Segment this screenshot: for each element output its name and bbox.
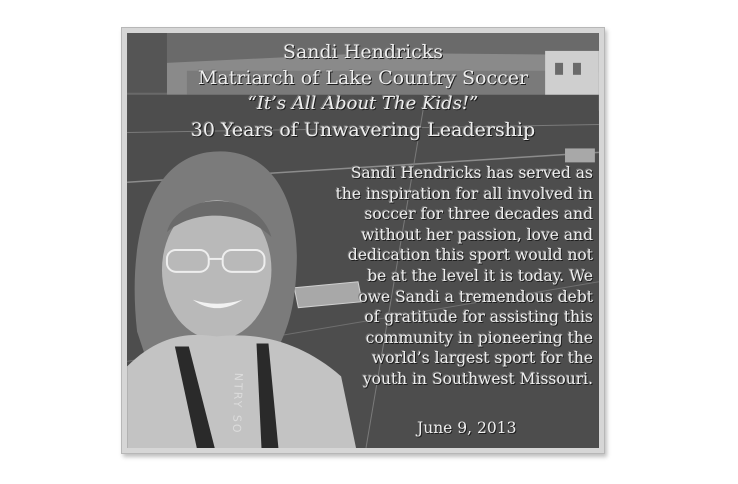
dedication-text xyxy=(331,163,593,390)
honoree-name: Sandi Hendricks xyxy=(282,41,444,63)
service-years: 30 Years of Unwavering Leadership xyxy=(190,119,536,141)
dedication-line: the inspiration for all involved in xyxy=(335,184,593,203)
dedication-line: dedication this sport would not xyxy=(347,246,593,265)
dedication-line: youth in Southwest Missouri. xyxy=(362,369,593,388)
dedication-date: June 9, 2013 xyxy=(417,419,517,437)
dedication-line: world’s largest sport for the xyxy=(371,349,593,368)
memorial-plaque xyxy=(121,27,605,454)
soccer-goal-far xyxy=(565,148,595,162)
honoree-title: Matriarch of Lake Country Soccer xyxy=(197,67,529,89)
dedication-line: community in pioneering the xyxy=(365,328,593,347)
dedication-line: owe Sandi a tremendous debt xyxy=(358,287,593,306)
dedication-line: soccer for three decades and xyxy=(364,205,593,224)
dedication-line: be at the level it is today. We xyxy=(367,266,593,285)
dedication-line: of gratitude for assisting this xyxy=(364,308,593,327)
dedication-line: without her passion, love and xyxy=(361,225,593,244)
honoree-quote: “It’s All About The Kids!” xyxy=(247,93,479,114)
dedication-line: Sandi Hendricks has served as xyxy=(350,164,593,182)
plaque-face xyxy=(127,33,599,448)
lanyard-text: NTRY SO xyxy=(229,372,245,435)
